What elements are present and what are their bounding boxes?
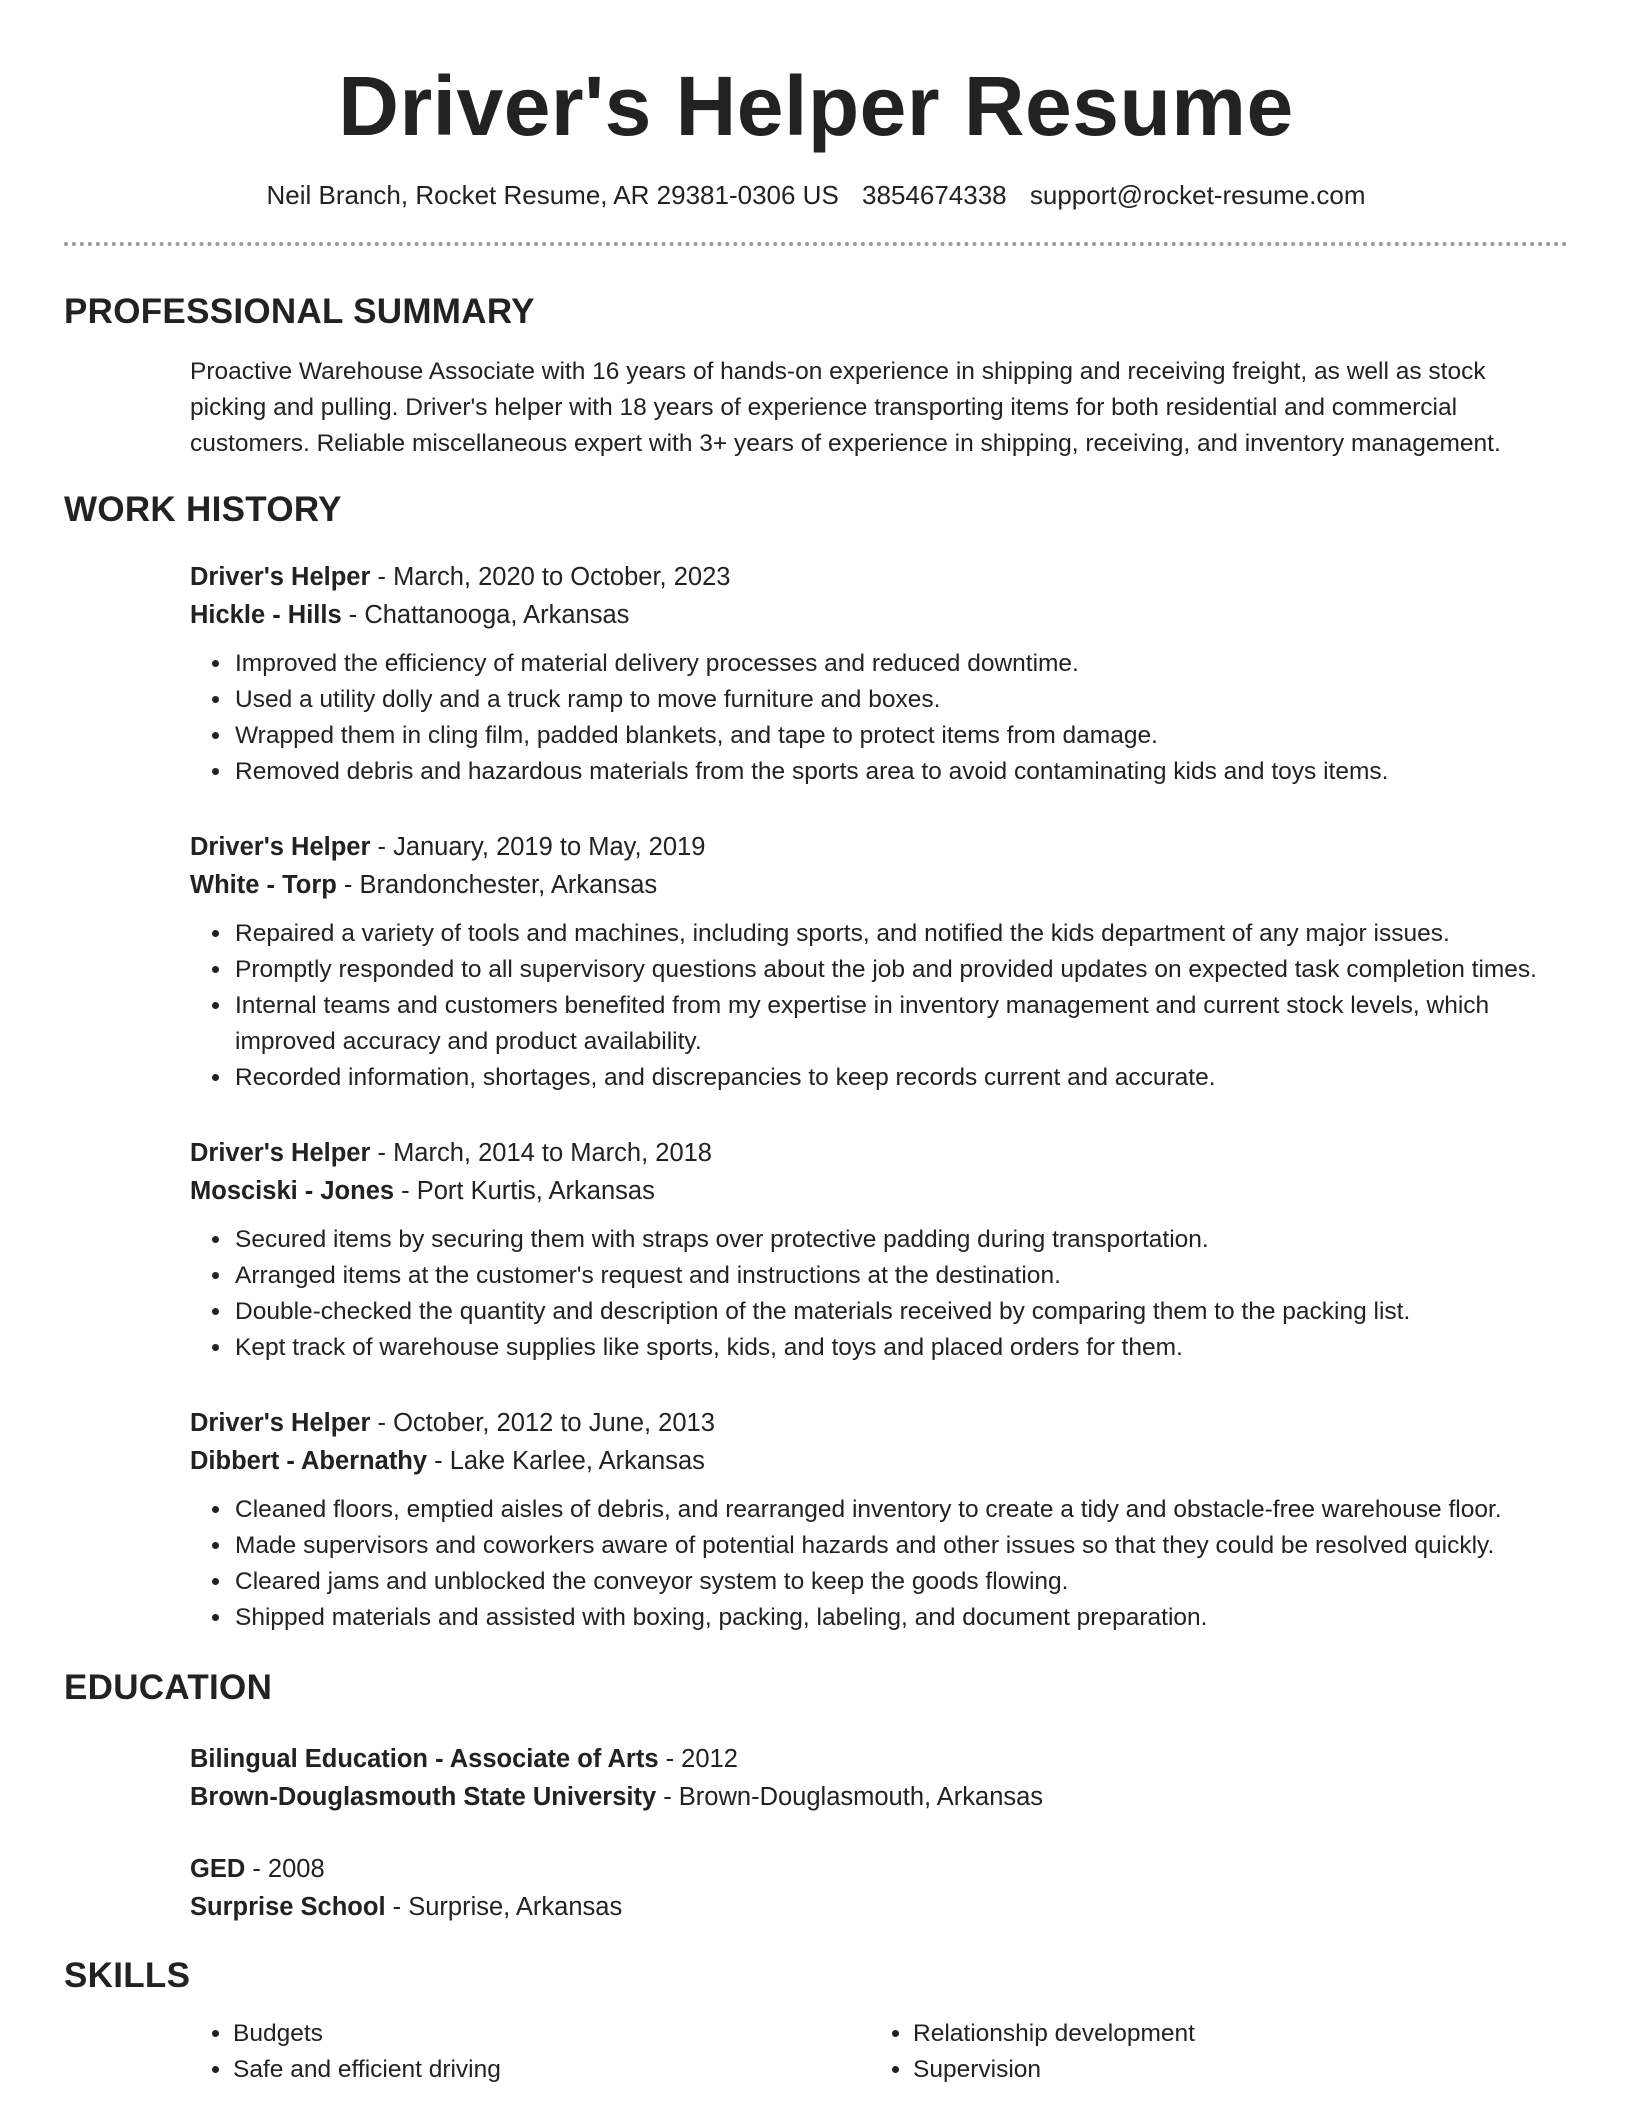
job-company: Hickle - Hills	[190, 601, 342, 629]
job-bullet: • Cleaned floors, emptied aisles of debris, and rearranged inventory to create a tidy and obstacle-free warehouse floor.	[233, 1492, 1568, 1528]
education-degree: GED	[190, 1855, 246, 1883]
work-history-list	[64, 558, 1568, 1636]
skill-item: • Relationship development	[913, 2016, 1470, 2052]
job-bullet: • Used a utility dolly and a truck ramp to move furniture and boxes.	[233, 682, 1568, 718]
job-title: Driver's Helper	[190, 1409, 371, 1437]
job-bullet: • Cleared jams and unblocked the conveyor system to keep the goods flowing.	[233, 1564, 1568, 1600]
contact-phone: 3854674338	[862, 180, 1007, 210]
job-bullet: • Kept track of warehouse supplies like sports, kids, and toys and placed orders for them.	[233, 1330, 1568, 1366]
education-list	[64, 1740, 1568, 1926]
education-year: - 2008	[245, 1855, 325, 1883]
skills-list	[190, 2016, 1568, 2088]
job-bullet: • Promptly responded to all supervisory questions about the job and provided updates on expected task completion times.	[233, 952, 1568, 988]
job-dates: - October, 2012 to June, 2013	[370, 1409, 715, 1437]
job-dates: - January, 2019 to May, 2019	[370, 833, 706, 861]
education-school: Brown-Douglasmouth State University	[190, 1783, 657, 1811]
job-title: Driver's Helper	[190, 833, 371, 861]
skill-item: • Budgets	[233, 2016, 870, 2052]
job-location: - Port Kurtis, Arkansas	[394, 1177, 655, 1205]
job-bullet: • Shipped materials and assisted with boxing, packing, labeling, and document preparation.	[233, 1600, 1568, 1636]
job-entry	[190, 558, 1568, 790]
summary-text: Proactive Warehouse Associate with 16 years of hands-on experience in shipping and receiving freight, as well as stock picking and pulling. Driver's helper with 18 years of experience transporting items for both residential and commercial customers. Reliable miscellaneous expert with 3+ years of experience in shipping, receiving, and inventory management.	[190, 358, 1501, 457]
job-bullet: • Repaired a variety of tools and machines, including sports, and notified the kids department of any major issues.	[233, 916, 1568, 952]
education-heading: EDUCATION	[64, 1668, 273, 1707]
job-dates: - March, 2014 to March, 2018	[370, 1139, 712, 1167]
work-history-heading: WORK HISTORY	[64, 490, 342, 529]
job-company: White - Torp	[190, 871, 337, 899]
skills-heading: SKILLS	[64, 1956, 191, 1995]
contact-address: Neil Branch, Rocket Resume, AR 29381-0306 US	[266, 180, 839, 210]
job-entry	[190, 1404, 1568, 1636]
education-entry	[190, 1850, 1568, 1926]
job-bullet: • Arranged items at the customer's request and instructions at the destination.	[233, 1258, 1568, 1294]
header-divider	[64, 242, 1568, 246]
resume-title: Driver's Helper Resume	[338, 59, 1294, 153]
job-bullet: • Wrapped them in cling film, padded blankets, and tape to protect items from damage.	[233, 718, 1568, 754]
education-entry	[190, 1740, 1568, 1816]
job-bullet: • Secured items by securing them with straps over protective padding during transportation.	[233, 1222, 1568, 1258]
education-location: - Brown-Douglasmouth, Arkansas	[656, 1783, 1044, 1811]
job-company: Mosciski - Jones	[190, 1177, 395, 1205]
skills-column-left	[190, 2016, 870, 2088]
job-entry	[190, 1134, 1568, 1366]
job-title: Driver's Helper	[190, 563, 371, 591]
job-bullet: • Improved the efficiency of material delivery processes and reduced downtime.	[233, 646, 1568, 682]
job-bullet: • Recorded information, shortages, and discrepancies to keep records current and accurate.	[233, 1060, 1568, 1096]
job-bullets	[190, 1492, 1568, 1636]
skill-item: • Supervision	[913, 2052, 1470, 2088]
job-bullet: • Made supervisors and coworkers aware of potential hazards and other issues so that they could be resolved quickly.	[233, 1528, 1568, 1564]
job-bullets	[190, 916, 1568, 1096]
job-location: - Brandonchester, Arkansas	[336, 871, 658, 899]
job-entry	[190, 828, 1568, 1096]
job-bullets	[190, 1222, 1568, 1366]
contact-line	[64, 178, 1568, 212]
education-location: - Surprise, Arkansas	[385, 1893, 623, 1921]
education-school: Surprise School	[190, 1893, 386, 1921]
education-degree: Bilingual Education - Associate of Arts	[190, 1745, 659, 1773]
skill-item: • Safe and efficient driving	[233, 2052, 870, 2088]
education-year: - 2012	[658, 1745, 738, 1773]
job-bullets	[190, 646, 1568, 790]
job-bullet: • Double-checked the quantity and description of the materials received by comparing them to the packing list.	[233, 1294, 1568, 1330]
job-dates: - March, 2020 to October, 2023	[370, 563, 731, 591]
contact-email: support@rocket-resume.com	[1029, 180, 1366, 210]
job-location: - Lake Karlee, Arkansas	[427, 1447, 705, 1475]
job-bullet: • Removed debris and hazardous materials from the sports area to avoid contaminating kids and toys items.	[233, 754, 1568, 790]
job-company: Dibbert - Abernathy	[190, 1447, 428, 1475]
job-title: Driver's Helper	[190, 1139, 371, 1167]
job-bullet: • Internal teams and customers benefited from my expertise in inventory management and current stock levels, which improved accuracy and product availability.	[233, 988, 1568, 1060]
job-location: - Chattanooga, Arkansas	[341, 601, 630, 629]
skills-column-right	[870, 2016, 1470, 2088]
summary-heading: PROFESSIONAL SUMMARY	[64, 292, 535, 331]
